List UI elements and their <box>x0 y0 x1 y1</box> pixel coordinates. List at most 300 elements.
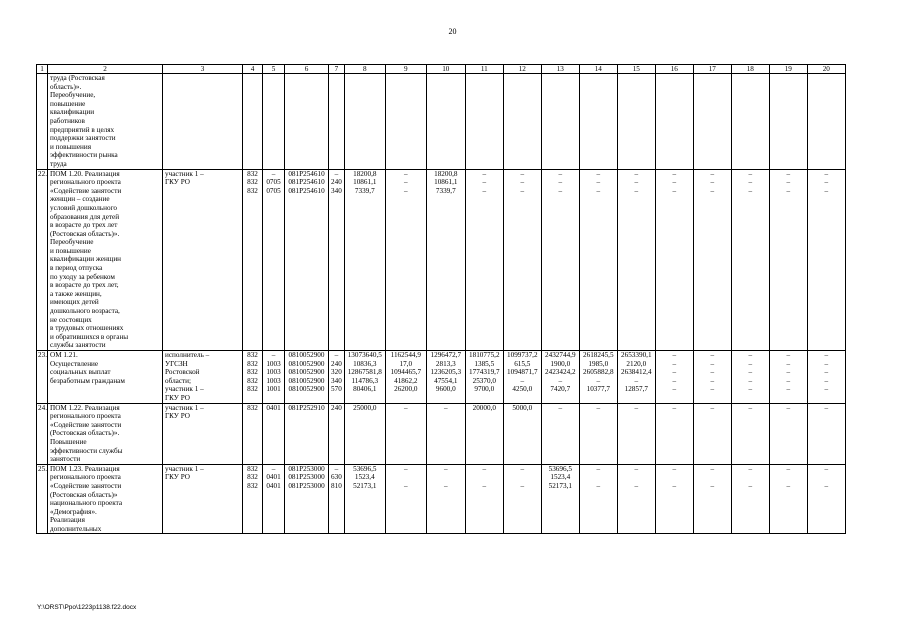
value-cell <box>426 169 465 350</box>
header-cell: 6 <box>285 65 329 74</box>
cell-line: – <box>520 186 525 195</box>
value-cell <box>807 74 845 170</box>
cell-line: – <box>748 385 753 394</box>
cell-line: «Демография». <box>50 507 97 516</box>
cell-line: область)». <box>50 82 82 91</box>
cell-line: – <box>596 464 601 473</box>
header-cell: 17 <box>693 65 731 74</box>
cell-line: труда (Ростовская <box>50 74 105 82</box>
cell-line: 10377,7 <box>586 385 610 394</box>
cell-line: – <box>634 464 639 473</box>
file-path-footer: Y:\ORST\Ppo\1223p1138.f22.docx <box>37 604 137 611</box>
cell-line: – <box>596 376 601 385</box>
cell-line: – <box>403 481 408 490</box>
cell-line: – <box>520 464 525 473</box>
cell-line: – <box>672 169 677 178</box>
cell-line: – <box>520 169 525 178</box>
header-cell: 2 <box>48 65 163 74</box>
cell-line: – <box>710 351 715 359</box>
cell-line: ПОМ 1.20. Реализация <box>50 169 120 178</box>
value-cell <box>243 351 263 404</box>
value-cell <box>426 74 465 170</box>
cell-line: 1099737,2 <box>507 351 538 359</box>
cell-line: – <box>634 178 639 187</box>
header-cell: 15 <box>617 65 655 74</box>
cell-line: 081P254610 <box>288 178 325 187</box>
header-cell: 20 <box>807 65 845 74</box>
cell-line: (Ростовская область)». <box>50 429 120 438</box>
budget-table <box>36 64 846 534</box>
cell-line: – <box>672 376 677 385</box>
cell-line: 832 <box>247 178 258 187</box>
cell-line: и обратившихся в органы <box>50 332 129 341</box>
cell-line: 081P254610 <box>288 169 325 178</box>
value-cell <box>769 403 807 464</box>
cell-line: 832 <box>247 403 258 412</box>
cell-line: 2423424,2 <box>545 368 576 377</box>
cell-line: – <box>271 169 276 178</box>
value-cell <box>579 403 617 464</box>
cell-line: – <box>710 359 715 368</box>
header-cell: 4 <box>243 65 263 74</box>
cell-line: – <box>482 186 487 195</box>
cell-line: – <box>672 403 677 412</box>
cell-line: 1296472,7 <box>430 351 462 359</box>
executor-cell <box>163 464 243 534</box>
value-cell <box>579 169 617 350</box>
cell-line: (Ростовская область)» <box>50 490 118 499</box>
cell-line: – <box>786 464 791 473</box>
header-cell: 16 <box>655 65 693 74</box>
cell-line: 0401 <box>266 473 281 482</box>
value-cell <box>385 169 426 350</box>
cell-line: – <box>558 376 563 385</box>
value-cell <box>465 351 503 404</box>
cell-line: – <box>403 186 408 195</box>
cell-line: Повышение <box>50 437 87 446</box>
cell-line <box>468 473 501 482</box>
cell-line: 340 <box>331 186 342 195</box>
cell-line: – <box>710 464 715 473</box>
cell-line: – <box>824 385 829 394</box>
cell-line <box>506 473 539 482</box>
value-cell <box>731 403 769 464</box>
table-row <box>37 464 846 534</box>
cell-line: – <box>710 385 715 394</box>
cell-line: регионального проекта <box>50 473 121 482</box>
value-cell <box>693 74 731 170</box>
value-cell <box>344 464 385 534</box>
value-cell <box>263 464 285 534</box>
cell-line: 832 <box>247 464 258 473</box>
cell-line: 1001 <box>266 385 281 394</box>
cell-line: 2813,3 <box>435 359 456 368</box>
value-cell <box>503 169 541 350</box>
cell-line: 832 <box>247 385 258 394</box>
cell-line: в трудовых отношениях <box>50 324 124 333</box>
cell-line: 7420,7 <box>550 385 571 394</box>
cell-line: 340 <box>331 376 342 385</box>
cell-line: участник 1 – <box>165 169 204 178</box>
cell-line: – <box>710 186 715 195</box>
cell-line: 320 <box>331 368 342 377</box>
value-cell <box>731 464 769 534</box>
cell-line: 081P253000 <box>288 481 325 490</box>
cell-line: и повышение <box>50 246 91 255</box>
header-cell: 11 <box>465 65 503 74</box>
cell-line: 0810052900 <box>288 359 325 368</box>
cell-line: в возрасте до трех лет, <box>50 281 119 290</box>
cell-line: ПОМ 1.23. Реализация <box>50 464 120 473</box>
cell-line: 10861,1 <box>353 178 377 187</box>
cell-line: – <box>710 169 715 178</box>
cell-line: – <box>403 464 408 473</box>
cell-line: – <box>403 403 408 412</box>
cell-line: – <box>403 169 408 178</box>
cell-line: – <box>482 169 487 178</box>
value-cell <box>769 464 807 534</box>
value-cell <box>693 403 731 464</box>
header-cell: 14 <box>579 65 617 74</box>
cell-line: – <box>482 464 487 473</box>
value-cell <box>731 351 769 404</box>
cell-line: – <box>558 178 563 187</box>
table-row <box>37 74 846 170</box>
cell-line: – <box>672 351 677 359</box>
cell-line: – <box>634 169 639 178</box>
cell-line: Осуществление <box>50 359 99 368</box>
cell-line: 240 <box>331 178 342 187</box>
value-cell <box>503 351 541 404</box>
executor-cell <box>163 74 243 170</box>
cell-line: 1810775,2 <box>469 351 500 359</box>
value-cell <box>655 464 693 534</box>
value-cell <box>344 74 385 170</box>
table-row <box>37 169 846 350</box>
cell-line: 0810052900 <box>288 351 325 359</box>
header-cell: 3 <box>163 65 243 74</box>
cell-line: 13073640,5 <box>347 351 382 359</box>
cell-line: – <box>786 368 791 377</box>
value-cell <box>465 464 503 534</box>
value-cell <box>285 74 329 170</box>
value-cell <box>807 351 845 404</box>
cell-line: 2653390,1 <box>621 351 652 359</box>
cell-line: повышение <box>50 99 86 108</box>
cell-line: 0705 <box>266 178 281 187</box>
cell-line: – <box>824 464 829 473</box>
row-number: 22. <box>37 169 48 350</box>
cell-line: «Содействие занятости <box>50 420 122 429</box>
row-number: 24. <box>37 403 48 464</box>
value-cell <box>385 74 426 170</box>
cell-line: ПОМ 1.22. Реализация <box>50 403 120 412</box>
value-cell <box>426 403 465 464</box>
cell-line: предприятий в целях <box>50 125 115 134</box>
value-cell <box>655 403 693 464</box>
cell-line: труда <box>50 159 67 168</box>
cell-line: (Ростовская область)». <box>50 229 120 238</box>
cell-line: 832 <box>247 351 258 359</box>
cell-line: 52173,1 <box>353 481 377 490</box>
cell-line: 80406,1 <box>353 385 377 394</box>
value-cell <box>731 74 769 170</box>
cell-line: 0401 <box>266 481 281 490</box>
header-cell: 8 <box>344 65 385 74</box>
cell-line: 9700,0 <box>474 385 495 394</box>
header-cell: 7 <box>329 65 345 74</box>
cell-line: 081P252910 <box>288 403 325 412</box>
cell-line: 1774319,7 <box>469 368 500 377</box>
value-cell <box>385 464 426 534</box>
cell-line: занятости <box>50 455 81 464</box>
measure-name-cell <box>48 351 163 404</box>
header-cell: 5 <box>263 65 285 74</box>
cell-line: – <box>786 385 791 394</box>
header-cell: 13 <box>541 65 579 74</box>
cell-line: 832 <box>247 186 258 195</box>
cell-line: – <box>443 481 448 490</box>
value-cell <box>503 403 541 464</box>
cell-line: 0810052900 <box>288 376 325 385</box>
cell-line: УГСЗН <box>165 359 188 368</box>
cell-line: 832 <box>247 359 258 368</box>
value-cell <box>693 464 731 534</box>
value-cell <box>285 464 329 534</box>
cell-line: – <box>672 464 677 473</box>
cell-line: – <box>786 186 791 195</box>
executor-cell <box>163 351 243 404</box>
cell-line: 2120,0 <box>626 359 647 368</box>
page-number: 20 <box>448 27 457 36</box>
value-cell <box>541 169 579 350</box>
row-number: 23. <box>37 351 48 404</box>
value-cell <box>285 351 329 404</box>
cell-line: условий дошкольного <box>50 203 117 212</box>
value-cell <box>579 74 617 170</box>
cell-line: – <box>558 169 563 178</box>
cell-line: – <box>824 403 829 412</box>
cell-line: – <box>672 359 677 368</box>
cell-line: дополнительных <box>50 524 102 533</box>
cell-line: регионального проекта <box>50 178 121 187</box>
cell-line: – <box>748 359 753 368</box>
cell-line: – <box>748 481 753 490</box>
cell-line: «Содействие занятости <box>50 186 122 195</box>
header-cell: 18 <box>731 65 769 74</box>
cell-line: – <box>634 403 639 412</box>
cell-line: 41862,2 <box>394 376 418 385</box>
value-cell <box>426 464 465 534</box>
value-cell <box>579 464 617 534</box>
value-cell <box>263 351 285 404</box>
cell-line: – <box>482 481 487 490</box>
cell-line: 9600,0 <box>435 385 456 394</box>
cell-line: – <box>334 351 339 359</box>
value-cell <box>344 169 385 350</box>
value-cell <box>285 403 329 464</box>
cell-line: ГКУ РО <box>165 412 190 421</box>
cell-line: – <box>824 359 829 368</box>
cell-line: 1523,4 <box>354 473 375 482</box>
value-cell <box>541 351 579 404</box>
cell-line: участник 1 – <box>165 385 204 394</box>
cell-line: 0401 <box>266 403 281 412</box>
cell-line: 52173,1 <box>548 481 572 490</box>
value-cell <box>617 169 655 350</box>
value-cell <box>769 351 807 404</box>
value-cell <box>541 464 579 534</box>
value-cell <box>329 74 345 170</box>
cell-line: 832 <box>247 368 258 377</box>
cell-line: – <box>672 186 677 195</box>
cell-line: 114786,3 <box>351 376 379 385</box>
cell-line: 2638412,4 <box>621 368 652 377</box>
cell-line: – <box>710 403 715 412</box>
value-cell <box>385 403 426 464</box>
cell-line: – <box>558 186 563 195</box>
cell-line: в период отпуска <box>50 264 103 273</box>
cell-line: эффективности рынка <box>50 151 118 160</box>
cell-line: – <box>334 464 339 473</box>
cell-line: – <box>748 403 753 412</box>
cell-line: 615,5 <box>514 359 531 368</box>
cell-line: 25370,0 <box>472 376 496 385</box>
cell-line <box>734 473 767 482</box>
cell-line: 810 <box>331 481 342 490</box>
cell-line: 20000,0 <box>472 403 496 412</box>
cell-line: Ростовской <box>165 368 200 377</box>
cell-line: – <box>596 481 601 490</box>
cell-line: имеющих детей <box>50 298 99 307</box>
value-cell <box>263 403 285 464</box>
cell-line: «Содействие занятости <box>50 481 122 490</box>
table-row <box>37 351 846 404</box>
value-cell <box>655 169 693 350</box>
cell-line: 25000,0 <box>353 403 377 412</box>
value-cell <box>769 74 807 170</box>
cell-line: 1094871,7 <box>507 368 538 377</box>
cell-line: – <box>520 481 525 490</box>
value-cell <box>731 169 769 350</box>
cell-line: 4250,0 <box>512 385 533 394</box>
value-cell <box>329 464 345 534</box>
value-cell <box>807 464 845 534</box>
cell-line: в возрасте до трех лет <box>50 221 118 230</box>
cell-line: – <box>786 178 791 187</box>
cell-line: – <box>443 403 448 412</box>
cell-line: не состоящих <box>50 315 92 324</box>
value-cell <box>329 351 345 404</box>
cell-line: – <box>710 481 715 490</box>
cell-line: – <box>271 351 276 359</box>
value-cell <box>285 169 329 350</box>
cell-line: социальных выплат <box>50 368 111 377</box>
cell-line: Переобучение <box>50 238 94 247</box>
cell-line: 240 <box>331 403 342 412</box>
cell-line: – <box>748 464 753 473</box>
cell-line: – <box>443 464 448 473</box>
cell-line: 1236205,3 <box>430 368 462 377</box>
value-cell <box>243 464 263 534</box>
value-cell <box>693 351 731 404</box>
value-cell <box>693 169 731 350</box>
table-row <box>37 403 846 464</box>
cell-line: 570 <box>331 385 342 394</box>
cell-line: – <box>824 376 829 385</box>
cell-line: – <box>748 178 753 187</box>
cell-line: – <box>596 178 601 187</box>
cell-line: 832 <box>247 473 258 482</box>
header-cell: 9 <box>385 65 426 74</box>
value-cell <box>243 403 263 464</box>
cell-line: – <box>596 186 601 195</box>
cell-line: – <box>672 385 677 394</box>
cell-line: 0810052900 <box>288 368 325 377</box>
cell-line <box>582 473 615 482</box>
cell-line: 10861,1 <box>434 178 458 187</box>
cell-line: – <box>520 178 525 187</box>
cell-line: 1523,4 <box>550 473 571 482</box>
value-cell <box>503 464 541 534</box>
cell-line: 832 <box>247 169 258 178</box>
cell-line <box>772 473 805 482</box>
cell-line: регионального проекта <box>50 412 121 421</box>
cell-line: – <box>634 186 639 195</box>
cell-line: участник 1 – <box>165 403 204 412</box>
cell-line <box>658 473 691 482</box>
cell-line: 12857,7 <box>624 385 648 394</box>
value-cell <box>617 351 655 404</box>
cell-line: 7339,7 <box>435 186 456 195</box>
cell-line: – <box>634 376 639 385</box>
cell-line: области; <box>165 376 192 385</box>
value-cell <box>617 403 655 464</box>
cell-line: 2432744,9 <box>545 351 576 359</box>
cell-line: и повышения <box>50 142 92 151</box>
value-cell <box>769 169 807 350</box>
cell-line <box>810 473 843 482</box>
cell-line: 12867581,8 <box>347 368 382 377</box>
measure-name-cell <box>48 74 163 170</box>
value-cell <box>344 351 385 404</box>
cell-line: 240 <box>331 359 342 368</box>
cell-line: – <box>271 464 276 473</box>
cell-line: – <box>824 368 829 377</box>
cell-line: 1003 <box>266 376 281 385</box>
cell-line: – <box>334 169 339 178</box>
cell-line: 53696,5 <box>353 464 377 473</box>
value-cell <box>263 169 285 350</box>
cell-line: службы занятости <box>50 341 106 350</box>
value-cell <box>465 74 503 170</box>
cell-line: 1900,0 <box>550 359 571 368</box>
cell-line: 2618245,5 <box>583 351 614 359</box>
cell-line: по уходу за ребенком <box>50 272 115 281</box>
executor-cell <box>163 403 243 464</box>
value-cell <box>344 403 385 464</box>
header-cell: 19 <box>769 65 807 74</box>
cell-line <box>696 473 729 482</box>
cell-line: – <box>786 481 791 490</box>
cell-line: 081P254610 <box>288 186 325 195</box>
cell-line: 17,0 <box>399 359 413 368</box>
value-cell <box>243 74 263 170</box>
cell-line: – <box>748 169 753 178</box>
cell-line: – <box>748 186 753 195</box>
cell-line: – <box>520 376 525 385</box>
value-cell <box>655 351 693 404</box>
